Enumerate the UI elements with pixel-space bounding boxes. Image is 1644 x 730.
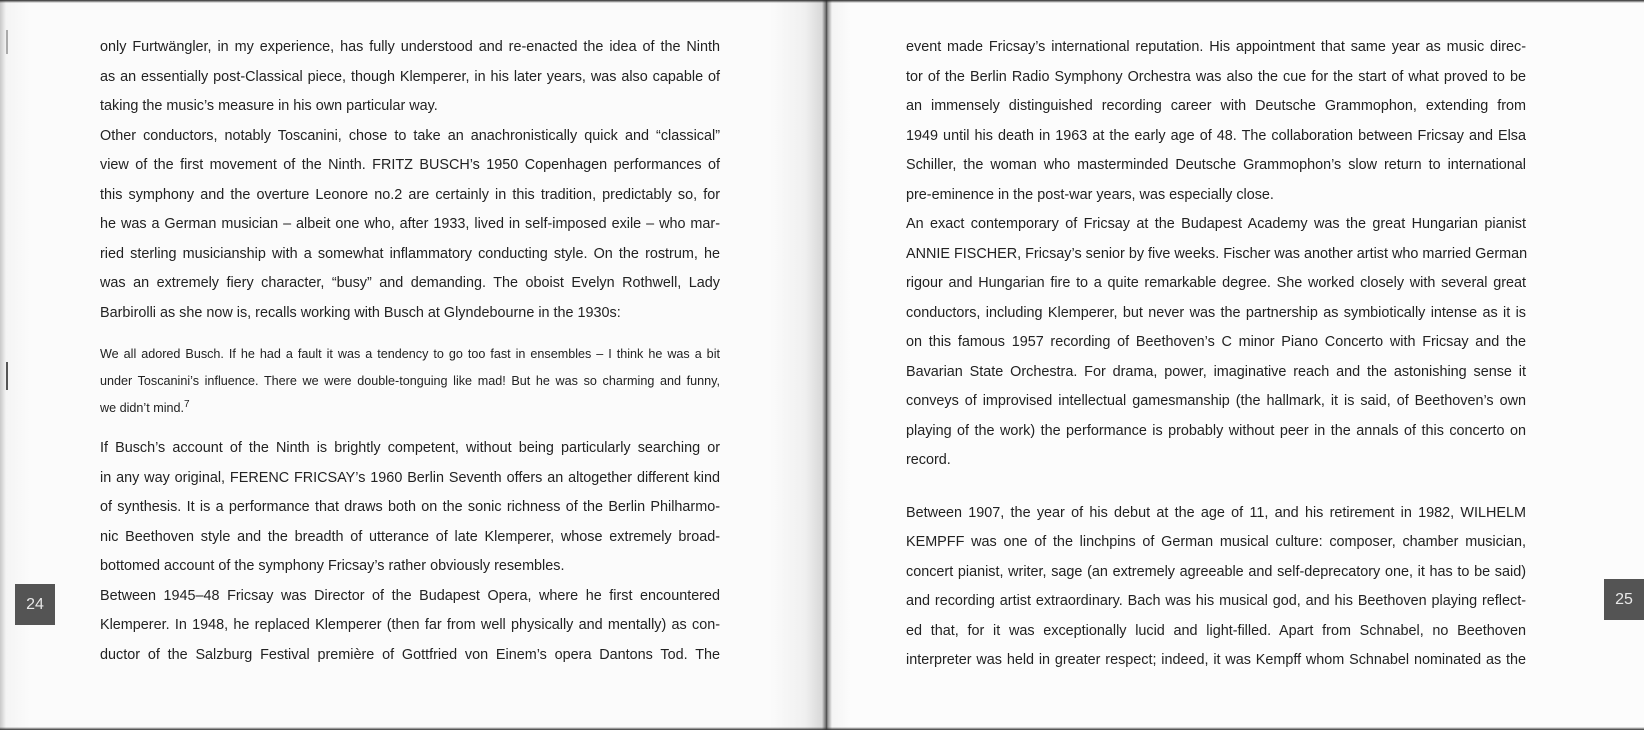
text-line: view of the first movement of the Ninth. FRITZ BUSCH’s 1950 Copenhagen performances of — [100, 157, 720, 173]
text-line: 1949 until his death in 1963 at the early age of 48. The collaboration between Fricsay and Elsa — [906, 127, 1526, 144]
text-line: rigour and Hungarian fire to a quite remarkable degree. She worked closely with several great — [906, 275, 1526, 291]
left-page-body — [100, 33, 720, 670]
text-line: only Furtwängler, in my experience, has fully understood and re-enacted the idea of the Ninth — [100, 39, 720, 55]
text-line: he was a German musician – albeit one who, after 1933, lived in self-imposed exile – who mar- — [100, 216, 720, 232]
text-line: If Busch’s account of the Ninth is brightly competent, without being particularly searching or — [100, 440, 720, 456]
text-line: bottomed account of the symphony Fricsay’s rather obviously resembles. — [100, 558, 565, 574]
paragraph — [100, 122, 720, 329]
page-number-left: 24 — [15, 584, 55, 625]
text-line: Between 1907, the year of his debut at the age of 11, and his retirement in 1982, WILHELM — [906, 504, 1526, 521]
text-line: record. — [906, 452, 951, 468]
text-line: and recording artist extraordinary. Bach was his musical god, and his Beethoven playing reflect- — [906, 593, 1526, 609]
text-line: this symphony and the overture Leonore no.2 are certainly in this tradition, predictably so, for — [100, 186, 720, 203]
text-line: nic Beethoven style and the breadth of utterance of late Klemperer, whose extremely broad- — [100, 528, 720, 545]
text-line: An exact contemporary of Fricsay at the Budapest Academy was the great Hungarian pianist — [906, 216, 1526, 232]
top-edge-shadow — [0, 0, 1644, 3]
paragraph — [100, 33, 720, 122]
text-line: taking the music’s measure in his own particular way. — [100, 98, 438, 114]
text-line — [100, 395, 720, 422]
paragraph — [100, 434, 720, 582]
text-line: under Toscanini’s influence. There we were double-tonguing like mad! But he was so charming and funny, — [100, 374, 720, 388]
text-line: ed that, for it was exceptionally lucid and light-filled. Apart from Schnabel, no Beethoven — [906, 622, 1526, 639]
footnote-marker: 7 — [184, 398, 190, 410]
text-line: We all adored Busch. If he had a fault it was a tendency to go too fast in ensembles – I think he was a bit — [100, 347, 720, 361]
text-line: of synthesis. It is a performance that draws both on the sonic richness of the Berlin Philharmo- — [100, 499, 720, 515]
paragraph — [906, 210, 1526, 476]
text-line: tor of the Berlin Radio Symphony Orchestra was also the cue for the start of what proved to be — [906, 68, 1526, 85]
text-line: interpreter was held in greater respect; indeed, it was Kempff whom Schnabel nominated as the — [906, 652, 1526, 668]
page-number-right: 25 — [1604, 579, 1644, 620]
paragraph — [100, 582, 720, 671]
paragraph — [906, 499, 1526, 676]
text-line: concert pianist, writer, sage (an extremely agreeable and self-deprecatory one, it has to be said) — [906, 563, 1526, 580]
page-edge-mark — [6, 362, 8, 390]
text-line: Bavarian State Orchestra. For drama, power, imaginative reach and the astonishing sense it — [906, 363, 1526, 380]
text-line: in any way original, FERENC FRICSAY’s 1960 Berlin Seventh offers an altogether different kind — [100, 469, 720, 486]
text-line: conductors, including Klemperer, but never was the partnership as symbiotically intense as it is — [906, 304, 1526, 321]
quote-end: we didn’t mind. — [100, 401, 184, 415]
text-line: as an essentially post-Classical piece, though Klemperer, in his later years, was also capable of — [100, 68, 720, 85]
text-line: on this famous 1957 recording of Beethoven’s C minor Piano Concerto with Fricsay and the — [906, 334, 1526, 350]
text-line: an immensely distinguished recording career with Deutsche Grammophon, extending from — [906, 98, 1526, 114]
text-line: Barbirolli as she now is, recalls working with Busch at Glyndebourne in the 1930s: — [100, 304, 621, 321]
text-line: ductor of the Salzburg Festival première of Gottfried von Einem’s opera Dantons Tod. The — [100, 646, 720, 663]
text-line: playing of the work) the performance is probably without peer in the annals of this concerto on — [906, 422, 1526, 439]
text-line: Between 1945–48 Fricsay was Director of the Budapest Opera, where he first encountered — [100, 587, 720, 604]
text-line: KEMPFF was one of the linchpins of German musical culture: composer, chamber musician, — [906, 534, 1526, 550]
right-page-body — [906, 33, 1526, 676]
page-edge-mark — [6, 30, 8, 54]
text-line: ANNIE FISCHER, Fricsay’s senior by five weeks. Fischer was another artist who married German — [906, 245, 1528, 262]
text-line: Schiller, the woman who masterminded Deutsche Grammophon’s slow return to international — [906, 157, 1526, 173]
text-line: ried sterling musicianship with a somewhat inflammatory conducting style. On the rostrum, he — [100, 245, 720, 262]
text-line: pre-eminence in the post-war years, was especially close. — [906, 186, 1274, 203]
text-line: event made Fricsay’s international reputation. His appointment that same year as music direc- — [906, 39, 1526, 55]
paragraph — [906, 33, 1526, 210]
text-line: Klemperer. In 1948, he replaced Klemperer (then far from well physically and mentally) as con- — [100, 617, 720, 633]
text-line: Other conductors, notably Toscanini, chose to take an anachronistically quick and “classical” — [100, 127, 720, 144]
text-line: was an extremely fiery character, “busy” and demanding. The oboist Evelyn Rothwell, Lady — [100, 275, 720, 291]
block-quote — [100, 341, 720, 422]
text-line: conveys of improvised intellectual gamesmanship (the hallmark, it is said, of Beethoven’s own — [906, 393, 1526, 409]
